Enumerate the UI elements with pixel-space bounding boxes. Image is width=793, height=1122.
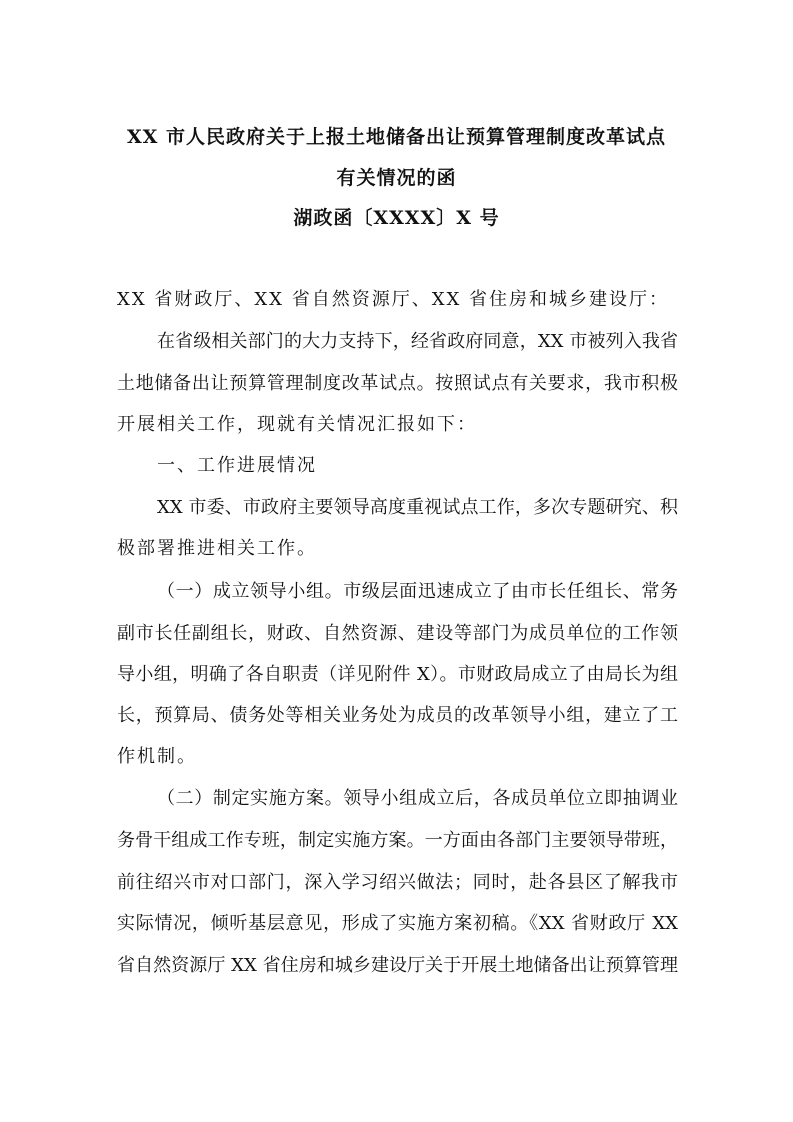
body-line: 土地储备出让预算管理制度改革试点。按照试点有关要求，我市积极 [117, 373, 678, 394]
body-line: 省自然资源厅 XX 省住房和城乡建设厅关于开展土地储备出让预算管理 [117, 955, 678, 976]
addressee: XX 省财政厅、XX 省自然资源厅、XX 省住房和城乡建设厅： [117, 289, 670, 310]
document-number: 湖政函〔XXXX〕X 号 [293, 207, 500, 229]
document-title: XX 市人民政府关于上报土地储备出让预算管理制度改革试点 [126, 126, 667, 148]
body-line: （二）制定实施方案。领导小组成立后，各成员单位立即抽调业 [157, 788, 678, 809]
body-line: 开展相关工作，现就有关情况汇报如下： [117, 414, 477, 435]
section-heading: 一、工作进展情况 [157, 455, 317, 476]
body-line: 在省级相关部门的大力支持下，经省政府同意，XX 市被列入我省 [157, 331, 678, 352]
body-line: 极部署推进相关工作。 [117, 538, 317, 559]
body-line: 副市长任副组长，财政、自然资源、建设等部门为成员单位的工作领 [117, 623, 678, 644]
document-title-line2: 有关情况的函 [336, 167, 457, 189]
body-line: 务骨干组成工作专班，制定实施方案。一方面由各部门主要领导带班， [117, 830, 678, 851]
body-line: 长，预算局、债务处等相关业务处为成员的改革领导小组，建立了工 [117, 705, 678, 726]
body-line: 实际情况，倾听基层意见，形成了实施方案初稿。《XX 省财政厅 XX [117, 913, 678, 934]
body-line: 作机制。 [117, 746, 197, 767]
body-line: XX 市委、市政府主要领导高度重视试点工作，多次专题研究、积 [157, 497, 678, 518]
body-line: 前往绍兴市对口部门，深入学习绍兴做法；同时，赴各县区了解我市 [117, 872, 678, 893]
body-line: （一）成立领导小组。市级层面迅速成立了由市长任组长、常务 [157, 581, 678, 602]
body-line: 导小组，明确了各自职责（详见附件 X）。市财政局成立了由局长为组 [117, 664, 678, 685]
